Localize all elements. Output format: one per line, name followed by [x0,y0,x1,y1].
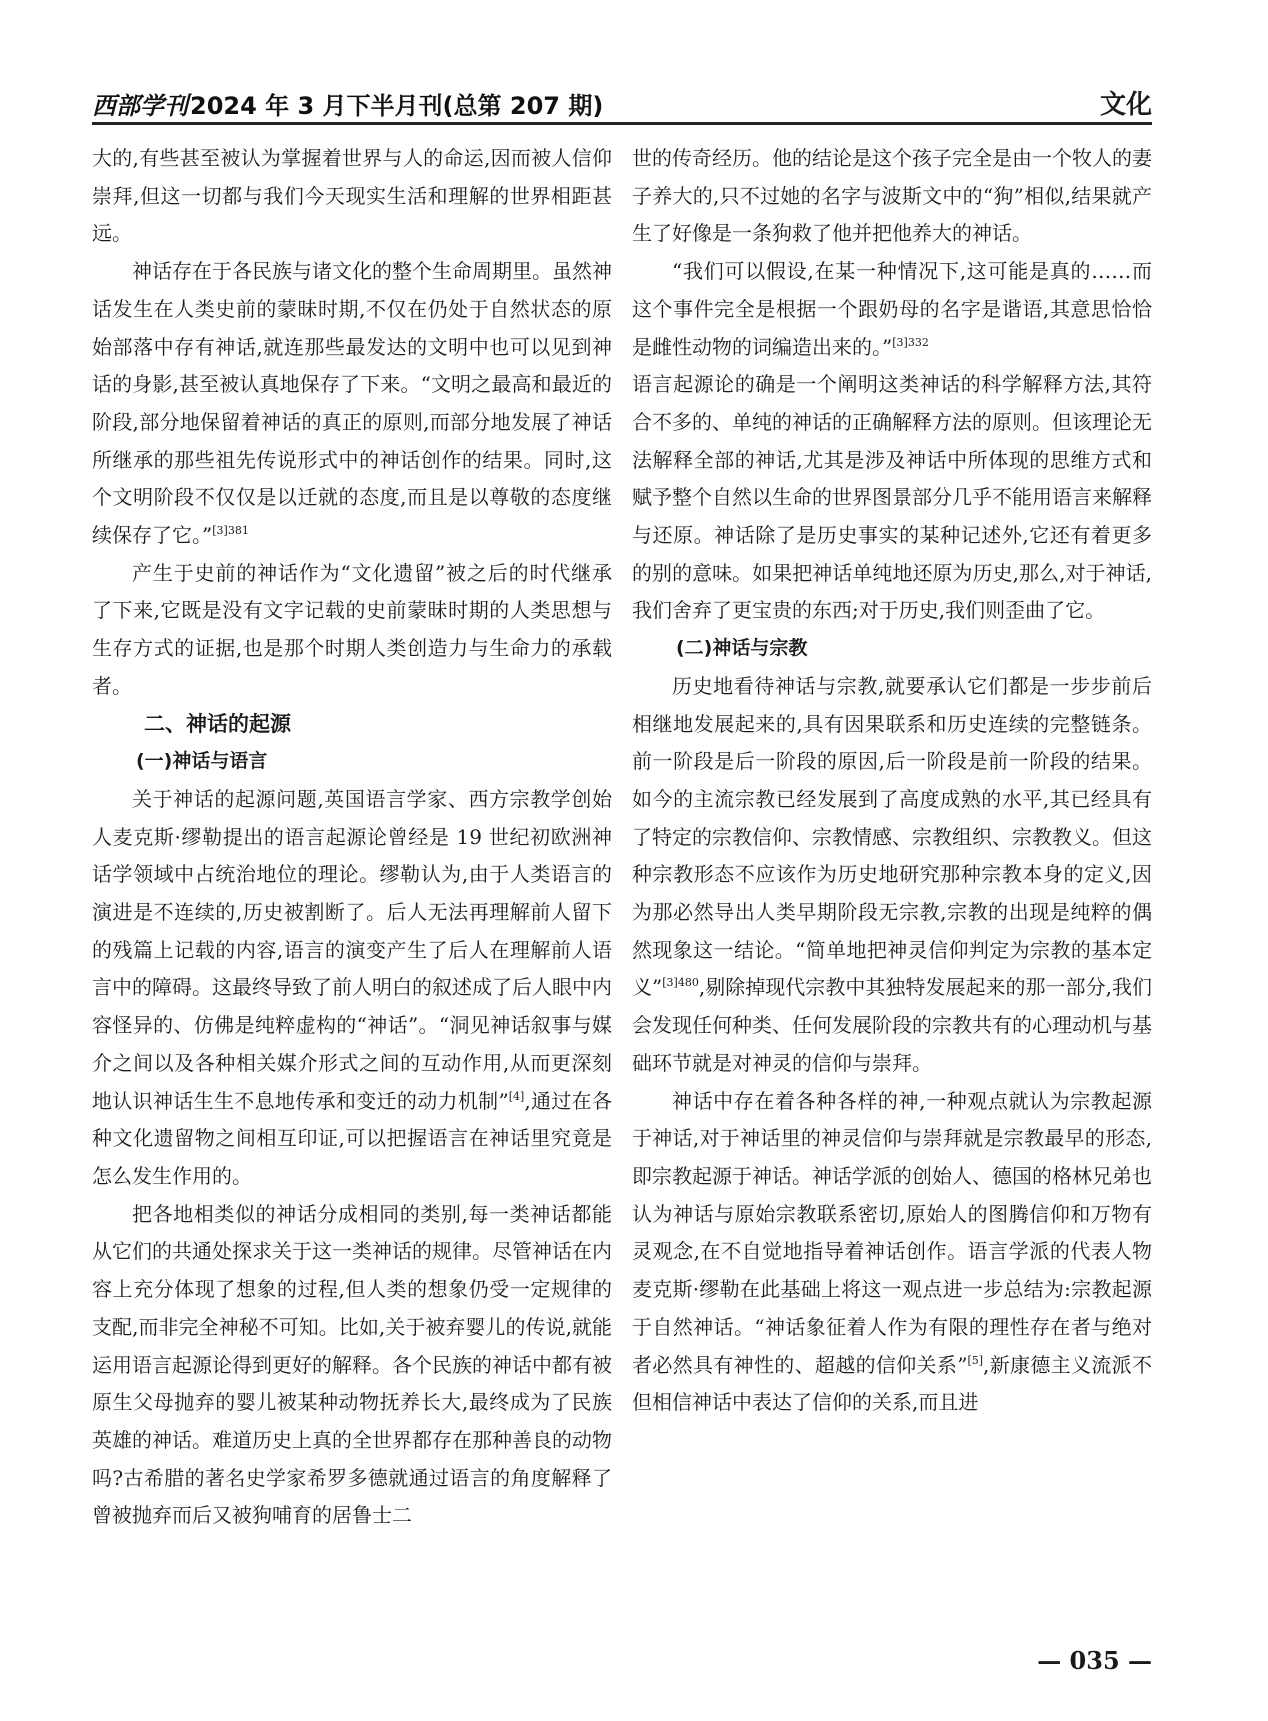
right-column [632,140,1152,1422]
section-label: 文化 [1099,90,1152,120]
paragraph-text: ,通过在各种文化遗留物之间相互印证,可以把握语言在神话里究竟是怎么发生作用的。 [92,1088,613,1188]
header-rule [92,122,1152,125]
journal-logo: 西部学刊 [92,91,188,120]
paragraph-text: 大的,有些甚至被认为掌握着世界与人的命运,因而被人信仰崇拜,但这一切都与我们今天现实生活和理解的世界相距甚远。 [92,146,612,246]
citation-marker: [4] [508,1089,525,1103]
paragraph-text: 世的传奇经历。他的结论是这个孩子完全是由一个牧人的妻子养大的,只不过她的名字与波斯文中的“狗”相似,结果就产生了好像是一条狗救了他并把他养大的神话。 [632,146,1152,246]
paragraph [632,140,1152,253]
paragraph [632,1083,1152,1422]
paragraph [92,1196,612,1535]
paragraph-text: 语言起源论的确是一个阐明这类神话的科学解释方法,其符合不多的、单纯的神话的正确解释方法的原则。但该理论无法解释全部的神话,尤其是涉及神话中所体现的思维方式和赋予整个自然以生命的世界图景部分几乎不能用语言来解释与还原。神话除了是历史事实的某种记述外,它还有着更多的别的意味。如果把神话单纯地还原为历史,那么,对于神话,我们舍弃了更宝贵的东西;对于历史,我们则歪曲了它。 [632,372,1152,623]
paragraph [92,253,612,555]
paragraph-text: ,剔除掉现代宗教中其独特发展起来的那一部分,我们会发现任何种类、任何发展阶段的宗教共有的心理动机与基础环节就是对神灵的信仰与崇拜。 [632,975,1152,1075]
paragraph-text: 历史地看待神话与宗教,就要承认它们都是一步步前后相继地发展起来的,具有因果联系和历史连续的完整链条。前一阶段是后一阶段的原因,后一阶段是前一阶段的结果。如今的主流宗教已经发展到了高度成熟的水平,其已经具有了特定的宗教信仰、宗教情感、宗教组织、宗教教义。但这种宗教形态不应该作为历史地研究那种宗教本身的定义,因为那必然导出人类早期阶段无宗教,宗教的出现是纯粹的偶然现象这一结论。“简单地把神灵信仰判定为宗教的基本定义” [632,673,1152,1000]
paragraph [632,253,1152,366]
paragraph [92,140,612,253]
page-header [92,80,1152,128]
paragraph [632,668,1152,1083]
paragraph-text: (二)神话与宗教 [676,637,808,660]
paragraph-text: 二、神话的起源 [144,711,291,736]
page-number: — 035 — [1037,1646,1152,1675]
citation-marker: [3]381 [212,524,249,538]
paragraph-text: “我们可以假设,在某一种情况下,这可能是真的……而这个事件完全是根据一个跟奶母的名字是谐语,其意思恰恰是雌性动物的词编造出来的。” [632,259,1152,359]
subsection-heading [632,630,1152,668]
citation-marker: [3]332 [892,335,929,349]
paragraph [92,555,612,706]
paragraph-text: 关于神话的起源问题,英国语言学家、西方宗教学创始人麦克斯·缪勒提出的语言起源论曾经是 19 世纪初欧洲神话学领域中占统治地位的理论。缪勒认为,由于人类语言的演进是不连续的,历史被割断了。后人无法再理解前人留下的残篇上记载的内容,语言的演变产生了后人在理解前人语言中的障碍。这最终导致了前人明白的叙述成了后人眼中内容怪异的、仿佛是纯粹虚构的“神话”。“洞见神话叙事与媒介之间以及各种相关媒介形式之间的互动作用,从而更深刻地认识神话生生不息地传承和变迁的动力机制” [92,786,612,1113]
left-column [92,140,612,1535]
citation-marker: [3]480 [662,976,699,990]
paragraph-text: ,新康德主义流派不但相信神话中表达了信仰的关系,而且进 [632,1352,1152,1415]
journal-masthead [92,86,603,121]
paragraph-text: 神话中存在着各种各样的神,一种观点就认为宗教起源于神话,对于神话里的神灵信仰与崇拜就是宗教最早的形态,即宗教起源于神话。神话学派的创始人、德国的格林兄弟也认为神话与原始宗教联系密切,原始人的图腾信仰和万物有灵观念,在不自觉地指导着神话创作。语言学派的代表人物麦克斯·缪勒在此基础上将这一观点进一步总结为:宗教起源于自然神话。“神话象征着人作为有限的理性存在者与绝对者必然具有神性的、超越的信仰关系” [632,1088,1152,1377]
paragraph-text: 把各地相类似的神话分成相同的类别,每一类神话都能从它们的共通处探求关于这一类神话的规律。尽管神话在内容上充分体现了想象的过程,但人类的想象仍受一定规律的支配,而非完全神秘不可知。比如,关于被弃婴儿的传说,就能运用语言起源论得到更好的解释。各个民族的神话中都有被原生父母抛弃的婴儿被某种动物抚养长大,最终成为了民族英雄的神话。难道历史上真的全世界都存在那种善良的动物吗?古希腊的著名史学家希罗多德就通过语言的角度解释了曾被抛弃而后又被狗哺育的居鲁士二 [92,1201,612,1528]
paragraph-text: 神话存在于各民族与诸文化的整个生命周期里。虽然神话发生在人类史前的蒙昧时期,不仅在仍处于自然状态的原始部落中存有神话,就连那些最发达的文明中也可以见到神话的身影,甚至被认真地保存了下来。“文明之最高和最近的阶段,部分地保留着神话的真正的原则,而部分地发展了神话所继承的那些祖先传说形式中的神话创作的结果。同时,这个文明阶段不仅仅是以迁就的态度,而且是以尊敬的态度继续保存了它。” [92,259,612,548]
subsection-heading [92,743,612,781]
issue-info: 2024 年 3 月下半月刊(总第 207 期) [190,92,604,120]
paragraph [92,781,612,1196]
paragraph-text: 产生于史前的神话作为“文化遗留”被之后的时代继承了下来,它既是没有文字记载的史前蒙昧时期的人类思想与生存方式的证据,也是那个时期人类创造力与生命力的承载者。 [92,560,612,698]
section-heading [92,706,612,744]
paragraph-text: (一)神话与语言 [136,750,268,773]
citation-marker: [5] [967,1353,984,1367]
paragraph [632,366,1152,630]
